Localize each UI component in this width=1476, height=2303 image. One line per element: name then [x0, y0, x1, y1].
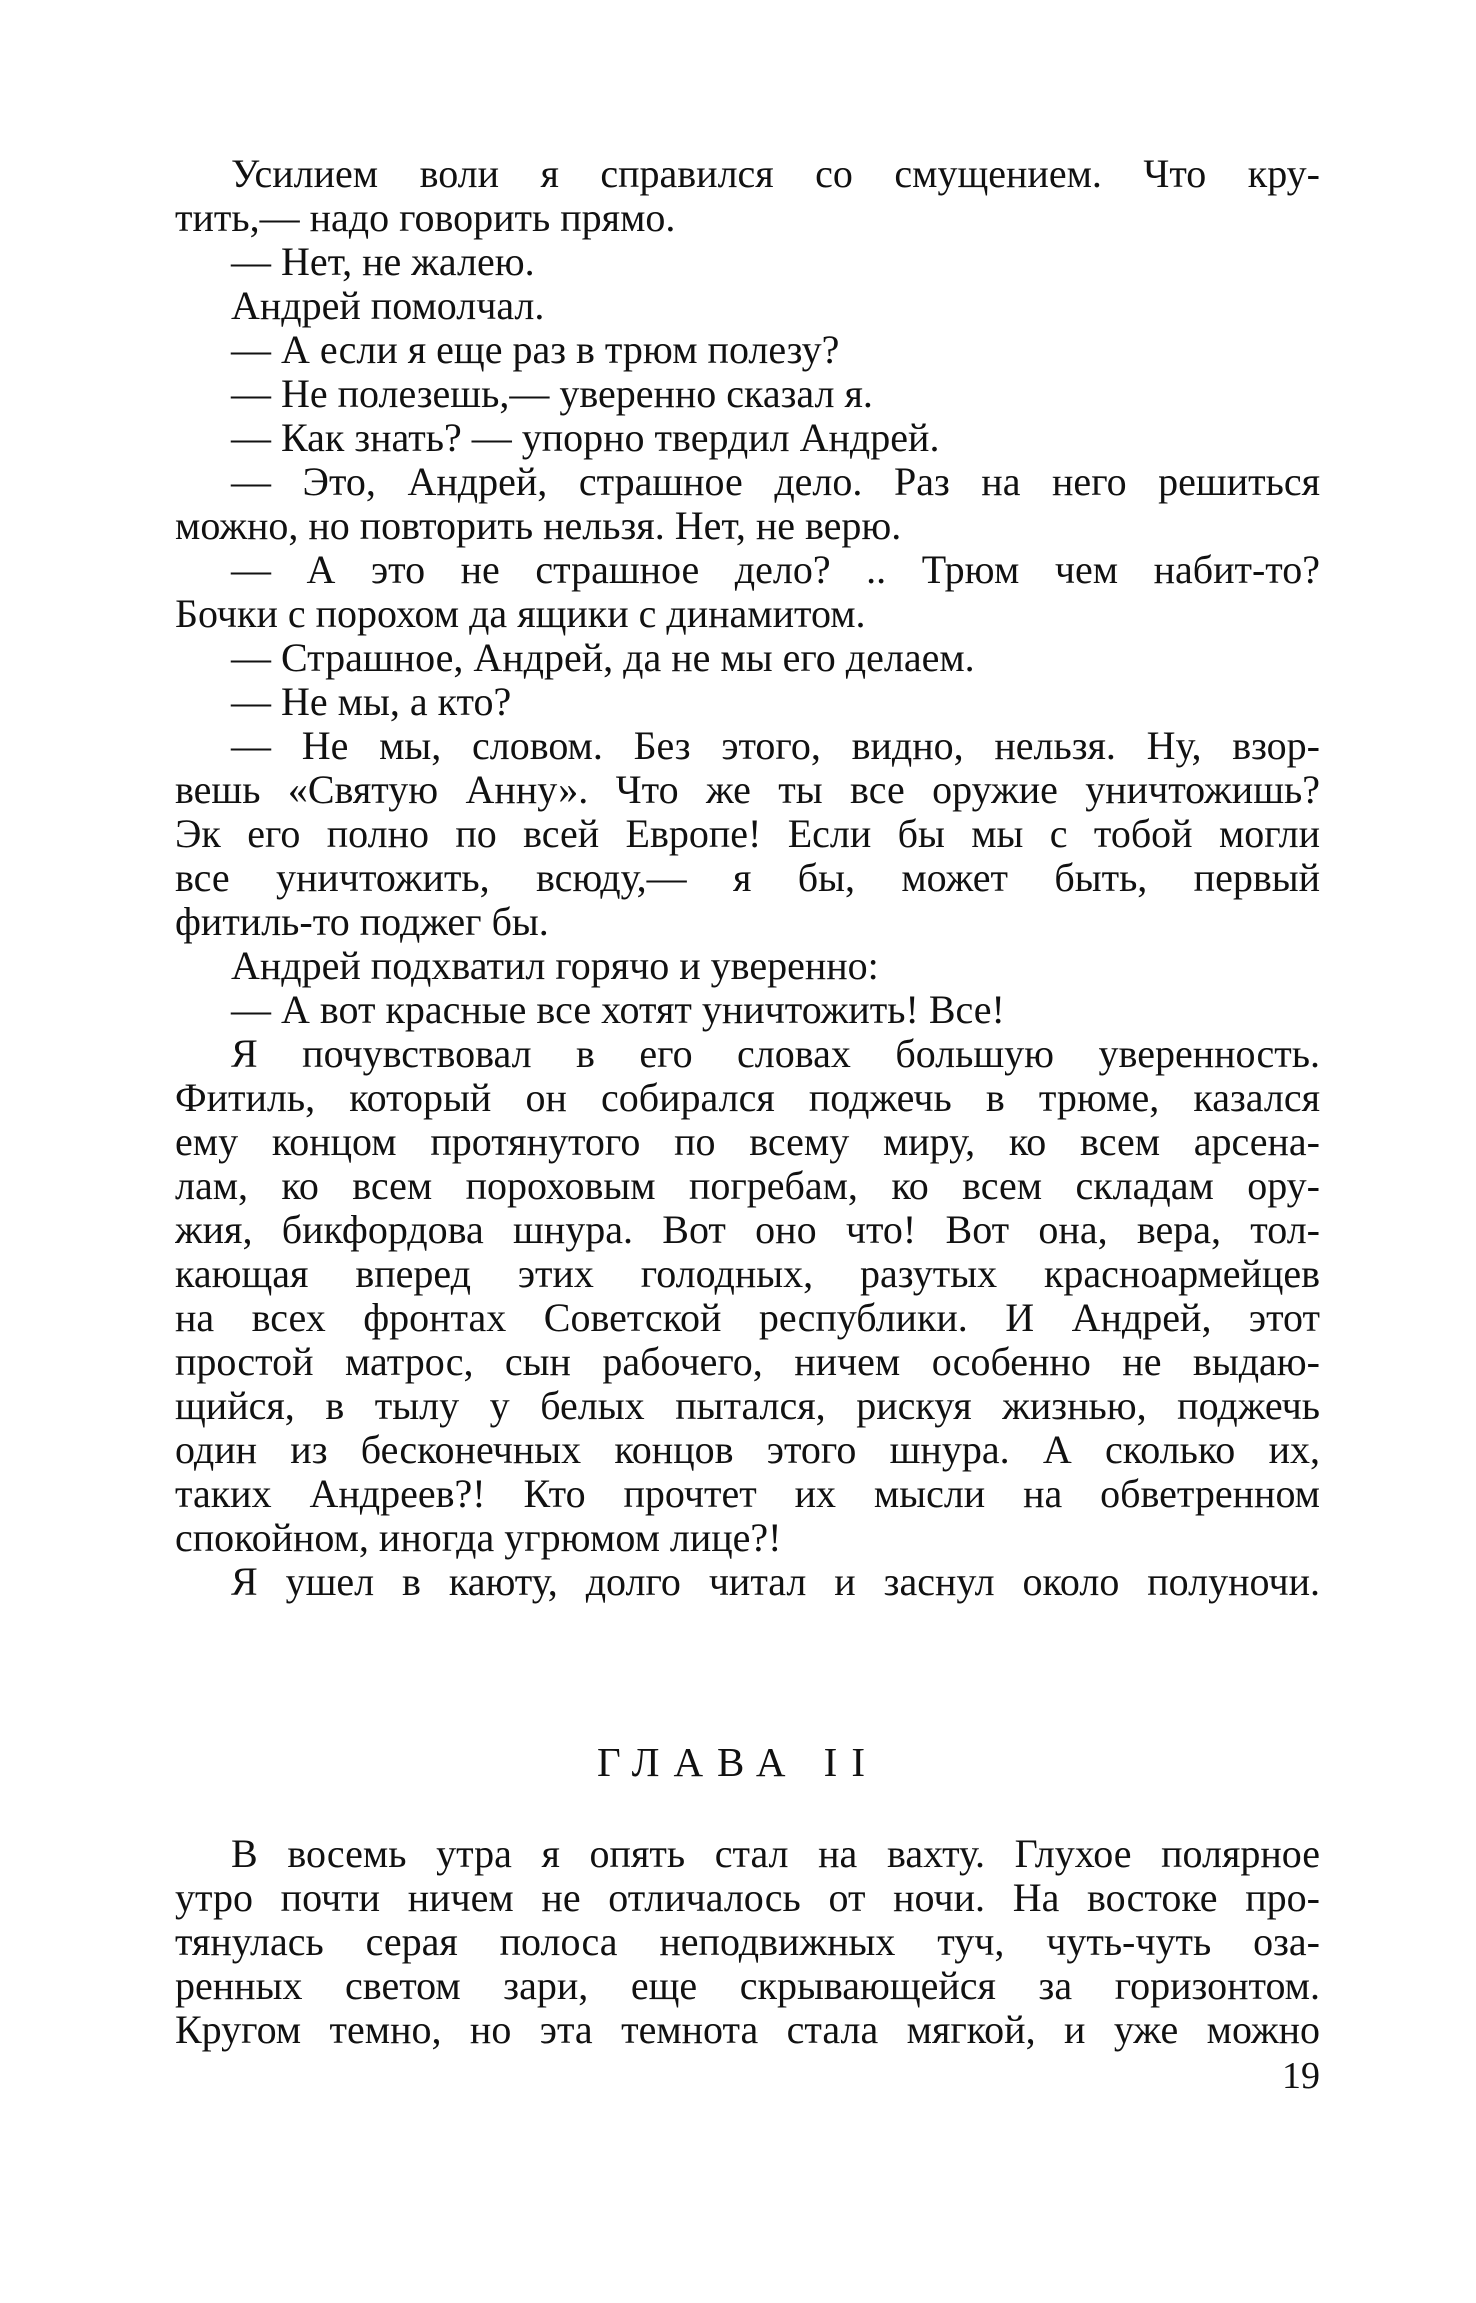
- text-line: — Нет, не жалею.: [231, 240, 535, 284]
- text-line: щийся, в тылу у белых пытался, рискуя жизнью, поджечь: [175, 1384, 1320, 1428]
- text-line: Я ушел в каюту, долго читал и заснул около полуночи.: [231, 1560, 1320, 1604]
- text-line: один из бесконечных концов этого шнура. А сколько их,: [175, 1428, 1320, 1472]
- text-line: Кругом темно, но эта темнота стала мягкой, и уже можно: [175, 2008, 1320, 2052]
- text-line: вешь «Святую Анну». Что же ты все оружие уничтожишь?: [175, 768, 1320, 812]
- text-line: можно, но повторить нельзя. Нет, не верю.: [175, 504, 902, 548]
- page-number: 19: [1282, 2055, 1320, 2097]
- text-line: Фитиль, который он собирался поджечь в трюме, казался: [175, 1076, 1320, 1120]
- text-line: — Это, Андрей, страшное дело. Раз на него решиться: [231, 460, 1320, 504]
- text-line: Усилием воли я справился со смущением. Что кру-: [231, 152, 1320, 196]
- text-line: на всех фронтах Советской республики. И Андрей, этот: [175, 1296, 1320, 1340]
- text-line: жия, бикфордова шнура. Вот оно что! Вот она, вера, тол-: [175, 1208, 1320, 1252]
- text-line: утро почти ничем не отличалось от ночи. На востоке про-: [175, 1876, 1320, 1920]
- body-text-upper: [175, 152, 1320, 1604]
- text-line: — А вот красные все хотят уничтожить! Все!: [231, 988, 1005, 1032]
- text-line: спокойном, иногда угрюмом лице?!: [175, 1516, 782, 1560]
- text-line: — Не полезешь,— уверенно сказал я.: [231, 372, 873, 416]
- text-line: таких Андреев?! Кто прочтет их мысли на обветренном: [175, 1472, 1320, 1516]
- text-line: — А если я еще раз в трюм полезу?: [231, 328, 840, 372]
- text-line: лам, ко всем пороховым погребам, ко всем складам ору-: [175, 1164, 1320, 1208]
- text-line: Андрей подхватил горячо и уверенно:: [231, 944, 879, 988]
- text-line: простой матрос, сын рабочего, ничем особенно не выдаю-: [175, 1340, 1320, 1384]
- text-line: В восемь утра я опять стал на вахту. Глухое полярное: [231, 1832, 1320, 1876]
- text-line: Я почувствовал в его словах большую уверенность.: [231, 1032, 1320, 1076]
- text-line: ренных светом зари, еще скрывающейся за горизонтом.: [175, 1964, 1320, 2008]
- text-line: — Как знать? — упорно твердил Андрей.: [231, 416, 940, 460]
- text-line: — А это не страшное дело? .. Трюм чем набит-то?: [231, 548, 1320, 592]
- text-line: Андрей помолчал.: [231, 284, 545, 328]
- text-line: кающая вперед этих голодных, разутых красноармейцев: [175, 1252, 1320, 1296]
- body-text-lower: [175, 1832, 1320, 2052]
- text-line: фитиль-то поджег бы.: [175, 900, 549, 944]
- text-line: Эк его полно по всей Европе! Если бы мы с тобой могли: [175, 812, 1320, 856]
- text-line: все уничтожить, всюду,— я бы, может быть, первый: [175, 856, 1320, 900]
- text-line: Бочки с порохом да ящики с динамитом.: [175, 592, 866, 636]
- text-line: ему концом протянутого по всему миру, ко всем арсена-: [175, 1120, 1320, 1164]
- text-line: тить,— надо говорить прямо.: [175, 196, 676, 240]
- chapter-heading: ГЛАВА II: [597, 1739, 879, 1785]
- text-line: — Страшное, Андрей, да не мы его делаем.: [231, 636, 975, 680]
- text-line: — Не мы, а кто?: [231, 680, 512, 724]
- text-line: — Не мы, словом. Без этого, видно, нельзя. Ну, взор-: [231, 724, 1320, 768]
- text-line: тянулась серая полоса неподвижных туч, чуть-чуть оза-: [175, 1920, 1320, 1964]
